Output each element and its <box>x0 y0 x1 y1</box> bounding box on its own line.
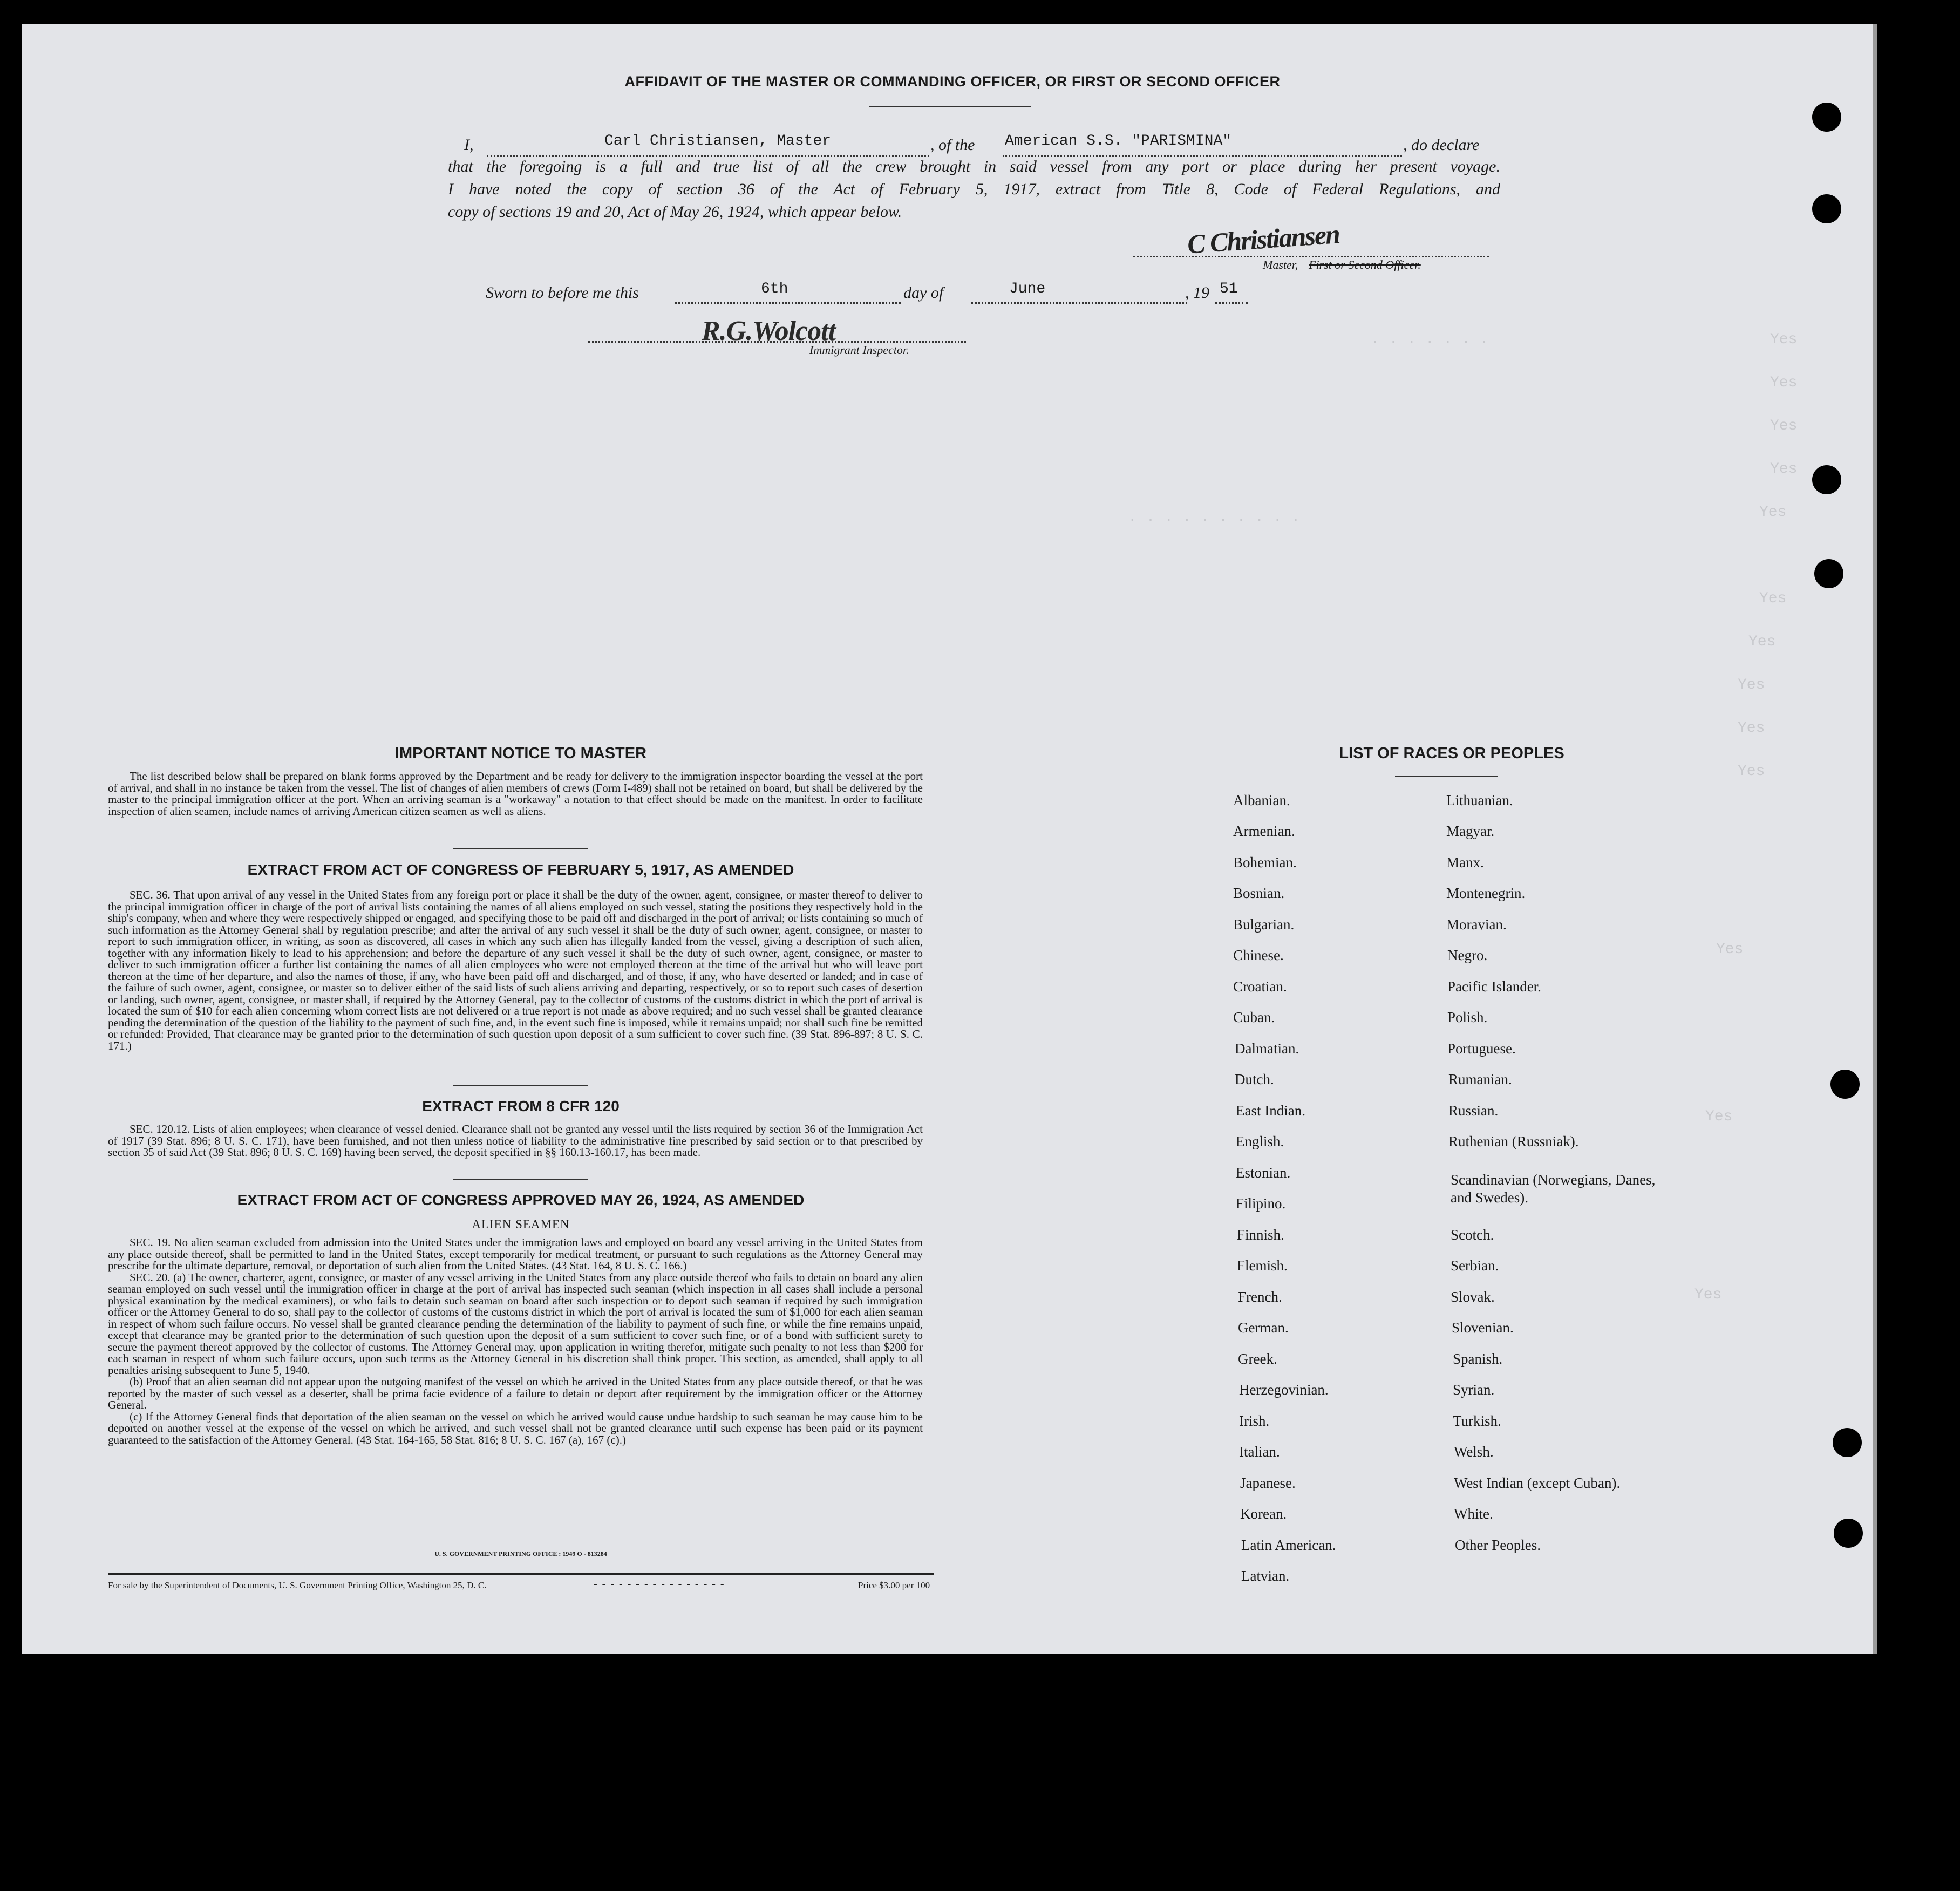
punch-hole <box>1812 194 1841 223</box>
race-item: Polish. <box>1447 1009 1488 1025</box>
race-item: Korean. <box>1240 1506 1287 1522</box>
race-item: Bosnian. <box>1233 885 1285 901</box>
punch-hole <box>1812 103 1841 132</box>
sec-20a-paragraph: SEC. 20. (a) The owner, charterer, agent, consignee, or master of any vessel arriving in the United States from any place outside thereof who fails to detain on board any alien seaman employed on such vessel until the immigration officer in charge at the port of arrival has inspected such seaman (which inspection in all cases shall include a personal physical examination by the medical examiners), or who fails to detain such seaman on board after such inspection or to deport such seaman if required by such immigration officer or the Attorney General to do so, shall pay to the collector of customs of the customs district in which the port of arrival is located the sum of $1,000 for each alien seaman in respect of whom such failure occurs. No vessel shall be granted clearance pending the determination of the liability to payment of such fine, or while the fine remains unpaid, except that clearance may be granted prior to the determination of such question upon the deposit of a sum sufficient to cover such fine, or of a bond with sufficient surety to secure the payment thereof approved by the collector of customs. The Attorney General may, upon application in writing therefor, mitigate such penalty to not less than $200 for each seaman in respect of whom such failure occurs, upon such terms as the Attorney General in his discretion shall think proper. This section, as amended, shall apply to all penalties arising subsequent to June 5, 1940. <box>108 1270 923 1377</box>
race-item: Moravian. <box>1446 916 1507 933</box>
alien-seamen-subtitle: ALIEN SEAMEN <box>472 1217 570 1231</box>
race-item: Serbian. <box>1451 1257 1499 1274</box>
race-item: Filipino. <box>1236 1195 1286 1212</box>
year-line <box>1215 302 1248 304</box>
master-caption: Master, <box>1263 258 1298 271</box>
race-item: Chinese. <box>1233 947 1284 963</box>
punch-hole <box>1812 465 1841 494</box>
extract-cfr-divider <box>453 1179 588 1180</box>
race-item: Latvian. <box>1241 1568 1290 1584</box>
affidavit-line-3: I have noted the copy of section 36 of the Act of February 5, 1917, extract from Title 8, Code of Federal Regulations, and <box>448 180 1500 198</box>
notice-text: The list described below shall be prepared on blank forms approved by the Department and be ready for delivery to the immigration inspector boarding the vessel at the port of arrival, and shall in no instance be taken from the vessel. The list of changes of alien members of crews (Form I-489) shall not be retained on board, but shall be delivered by the master to the principal immigration officer at the port. When an arriving seaman is a "workaway" a notation to that effect should be made on the manifest. In order to facilitate inspection of alien seamen, include names of arriving American citizen seamen as well as aliens. <box>108 770 923 818</box>
extract-1924-title: EXTRACT FROM ACT OF CONGRESS APPROVED MAY 26, 1924, AS AMENDED <box>237 1192 805 1208</box>
race-item: Finnish. <box>1237 1227 1284 1243</box>
race-item: Negro. <box>1447 947 1488 963</box>
punch-hole <box>1830 1070 1860 1099</box>
title-rule <box>869 106 1031 107</box>
race-item: Syrian. <box>1453 1382 1495 1398</box>
footer-sale-note: For sale by the Superintendent of Documents, U. S. Government Printing Office, Washington 25, D. C. <box>108 1580 487 1590</box>
sworn-label: Sworn to before me this <box>486 284 639 302</box>
race-item: West Indian (except Cuban). <box>1454 1475 1621 1491</box>
punch-hole <box>1814 559 1843 588</box>
race-item: Cuban. <box>1233 1009 1275 1025</box>
sec-20c-paragraph: (c) If the Attorney General finds that deportation of the alien seaman on the vessel on which he arrived would cause undue hardship to such seaman he may cause him to be deported on another vessel at the expense of the vessel on which he arrived, and such vessel shall not be granted clearance until such expense has been paid or its payment guaranteed to the satisfaction of the Attorney General. (43 Stat. 164-165, 58 Stat. 816; 8 U. S. C. 167 (a), 167 (c).) <box>108 1410 923 1446</box>
vessel-name-line <box>1003 155 1402 157</box>
extract-1917-text: SEC. 36. That upon arrival of any vessel in the United States from any foreign port or place it shall be the duty of the owner, agent, consignee, or master thereof to deliver to the principal immigration officer in charge of the port of arrival lists containing the names of all aliens employed on such vessel, stating the positions they respectively hold in the ship's company, when and where they were respectively shipped or engaged, and specifying those to be paid off and discharged in the port of arrival; or lists containing so much of such information as the Attorney General shall by regulation prescribe; and after the arrival of any such vessel it shall be the duty of such owner, agent, consignee, or master to report to such immigration officer, in writing, as soon as discovered, all cases in which any such alien has illegally landed from the vessel, giving a description of such alien, together with any information likely to lead to his apprehension; and before the departure of any such vessel it shall be the duty of such owner, agent, consignee, or master to deliver to such immigration officer a further list containing the names of all alien employees who were not employed thereon at the time of the arrival but who will leave port thereon at the time of her departure, and also the names of those, if any, who have been paid off and discharged, and of those, if any, who have deserted or landed; and in case of the failure of such owner, agent, consignee, or master so to deliver either of the said lists of such aliens arriving and departing, respectively, or so to report such cases of desertion or landing, such owner, agent, consignee, or master shall, if required by the Attorney General, pay to the collector of customs of the customs district in which the port of arrival is located the sum of $10 for each alien concerning whom correct lists are not delivered or a true report is not made as above required; and no such vessel shall be granted clearance pending the determination of the question of the liability to the payment of such fine, and, in the event such fine is imposed, while it remains unpaid; nor shall such fine be remitted or refunded: Provided, That clearance may be granted prior to the determination of such question upon deposit of a sum sufficient to cover such fine. (39 Stat. 896-897; 8 U. S. C. 171.) <box>108 888 923 1052</box>
extract-cfr-title: EXTRACT FROM 8 CFR 120 <box>422 1098 620 1114</box>
race-item: English. <box>1236 1133 1284 1149</box>
punch-hole <box>1833 1428 1862 1457</box>
race-item: Dutch. <box>1235 1071 1274 1087</box>
sec-20b-paragraph: (b) Proof that an alien seaman did not appear upon the outgoing manifest of the vessel on which he arrived in the United States from any place outside thereof, or that he was reported by the master of such vessel as a deserter, shall be prima facie evidence of a failure to detain or deport after requirement by the immigration officer or the Attorney General. <box>108 1375 923 1411</box>
race-item: Pacific Islander. <box>1447 978 1541 995</box>
extract-cfr-text: SEC. 120.12. Lists of alien employees; when clearance of vessel denied. Clearance shall not be granted any vessel until the lists required by section 36 of the Immigration Act of 1917 (39 Stat. 896; 8 U. S. C. 171), have been furnished, and not then unless notice of liability to the administrative fine prescribed by said section or to that prescribed by section 35 of said Act (39 Stat. 896; 8 U. S. C. 169) having been served, the deposit specified in §§ 160.13-160.17, has been made. <box>108 1123 923 1159</box>
race-item: Slovak. <box>1451 1289 1495 1305</box>
race-item: Scandinavian (Norwegians, Danes, and Swedes). <box>1451 1172 1656 1206</box>
master-name-field: Carl Christiansen, Master <box>604 133 832 149</box>
race-item: Scotch. <box>1451 1227 1494 1243</box>
race-item: Magyar. <box>1446 823 1495 839</box>
race-item: Manx. <box>1446 854 1484 870</box>
race-item: Welsh. <box>1454 1444 1494 1460</box>
race-item: Rumanian. <box>1448 1071 1512 1087</box>
race-item: Lithuanian. <box>1446 792 1513 808</box>
race-item: White. <box>1454 1506 1493 1522</box>
race-item: Armenian. <box>1233 823 1295 839</box>
extract-1917-title: EXTRACT FROM ACT OF CONGRESS OF FEBRUARY 5, 1917, AS AMENDED <box>247 861 794 878</box>
race-item: Japanese. <box>1240 1475 1296 1491</box>
gpo-imprint: U. S. GOVERNMENT PRINTING OFFICE : 1949 O - 813284 <box>434 1550 607 1557</box>
race-item: Herzegovinian. <box>1239 1382 1329 1398</box>
race-item: Slovenian. <box>1452 1319 1514 1336</box>
inspector-signature: R.G.Wolcott <box>702 316 836 346</box>
race-item: Flemish. <box>1237 1257 1288 1274</box>
footer-rule <box>108 1573 934 1575</box>
day-line <box>675 302 901 304</box>
footer-dashes: - - - - - - - - - - - - - - - - <box>594 1578 725 1590</box>
sec-19-paragraph: SEC. 19. No alien seaman excluded from admission into the United States under the immigration laws and employed on board any vessel arriving in the United States from any place outside thereof, shall be permitted to land in the United States, except temporarily for medical treatment, or pursuant to such regulations as the Attorney General may prescribe for the ultimate departure, removal, or deportation of such alien from the United States. (43 Stat. 164, 8 U. S. C. 166.) <box>108 1236 923 1272</box>
master-signature-line <box>1133 256 1489 257</box>
races-title-rule <box>1395 776 1498 777</box>
race-item: Other Peoples. <box>1455 1537 1541 1553</box>
struck-officer-caption: First or Second Officer. <box>1309 258 1421 271</box>
race-item: German. <box>1238 1319 1289 1336</box>
year-field: 51 <box>1220 281 1238 297</box>
race-item: Bohemian. <box>1233 854 1297 870</box>
inspector-caption: Immigrant Inspector. <box>809 343 909 357</box>
race-item: Italian. <box>1239 1444 1280 1460</box>
extract-1924-text <box>108 1237 923 1446</box>
master-signature: C Christiansen <box>1186 219 1340 260</box>
month-line <box>971 302 1187 304</box>
inspector-signature-line <box>588 341 966 343</box>
race-item: Albanian. <box>1233 792 1290 808</box>
master-name-line <box>487 155 929 157</box>
race-item: Dalmatian. <box>1235 1040 1299 1057</box>
race-item: Russian. <box>1448 1103 1499 1119</box>
notice-divider <box>453 848 588 849</box>
race-item: Estonian. <box>1236 1165 1291 1181</box>
page-edge-shadow <box>1873 24 1877 1654</box>
year-prefix: , 19 <box>1185 284 1209 302</box>
race-item: French. <box>1238 1289 1282 1305</box>
footer-price: Price $3.00 per 100 <box>858 1580 930 1590</box>
race-item: Bulgarian. <box>1233 916 1295 933</box>
notice-title: IMPORTANT NOTICE TO MASTER <box>394 745 647 762</box>
document-page: Yes Yes Yes Yes Yes Yes Yes Yes Yes Yes Yes Yes Yes . . . . . . . . . . . . . . . . . AFFIDAVIT OF THE MASTER OR COMMANDING OFFICER, OR FIRST OR SECOND OFFICER I, Carl Christiansen, Master , of the American S.S. "PARISMINA" , do declare that the foregoing is a full and true list of all the crew brought in said vessel from any port or place during her present voyage. I have noted the copy of section 36 of the Act of February 5, 1917, extract from Title 8, Code of Federal Regulations, and copy of sections 19 and 20, Act of May 26, 1924, which appear below. C Christiansen Master, First or Second Officer. Sworn to before me this 6th day of June , 19 51 R.G.Wolcott Immigrant Inspector. IMPORTANT NOTICE TO MASTER The list described below shall be prepared on blank forms approved by the Department and be ready for delivery to the immigration inspector boarding the vessel at the port of arrival, and shall in no instance be taken from the vessel. The list of changes of alien members of crews (Form I-489) shall not be retained on board, but shall be delivered by the master to the principal immigration officer at the port. When an arriving seaman is a "workaway" a notation to that effect should be made on the manifest. In order to facilitate inspection of alien seamen, include names of arriving American citizen seamen as well as aliens. EXTRACT FROM ACT OF CONGRESS OF FEBRUARY 5, 1917, AS AMENDED SEC. 36. That upon arrival of any vessel in the United States from any foreign port or place it shall be the duty of the owner, agent, consignee, or master thereof to deliver to the principal immigration officer in charge of the port of arrival lists containing the names of all aliens employed on such vessel, stating the positions they respectively hold in the ship's company, when and where they were respectively shipped or engaged, and specifying those to be paid off and discharged in the port of arrival; or lists containing so much of such information as the Attorney General shall by regulation prescribe; and after the arrival of any such vessel it shall be the duty of such owner, agent, consignee, or master to report to such immigration officer, in writing, as soon as discovered, all cases in which any such alien has illegally landed from the vessel, giving a description of such alien, together with any information likely to lead to his apprehension; and before the departure of any such vessel it shall be the duty of such owner, agent, consignee, or master to deliver to such immigration officer a further list containing the names of all alien employees who were not employed thereon at the time of the arrival but who will leave port thereon at the time of her departure, and also the names of those, if any, who have been paid off and discharged, and of those, if any, who have deserted or landed; and in case of the failure of such owner, agent, consignee, or master so to deliver either of the said lists of such aliens arriving and departing, respectively, or so to report such cases of desertion or landing, such owner, agent, consignee, or master shall, if required by the Attorney General, pay to the collector of customs of the customs district in which the port of arrival is located the sum of $10 for each alien concerning whom correct lists are not delivered or a true report is not made as above required; and no such vessel shall be granted clearance pending the determination of the question of the liability to the payment of such fine, and, in the event such fine is imposed, while it remains unpaid; nor shall such fine be remitted or refunded: Provided, That clearance may be granted prior to the determination of such question upon deposit of a sum sufficient to cover such fine. (39 Stat. 896-897; 8 U. S. C. 171.) EXTRACT FROM 8 CFR 120 SEC. 120.12. Lists of alien employees; when clearance of vessel denied. Clearance shall not be granted any vessel until the lists required by section 36 of the Immigration Act of 1917 (39 Stat. 896; 8 U. S. C. 171), have been furnished, and not then unless notice of liability to the administrative fine prescribed by said section or to that prescribed by section 35 of said Act (39 Stat. 896; 8 U. S. C. 169) having been served, the deposit specified in §§ 160.13-160.17, has been made. EXTRACT FROM ACT OF CONGRESS APPROVED MAY 26, 1924, AS AMENDED ALIEN SEAMEN SEC. 19. No alien seaman excluded from admission into the United States under the immigration laws and employed on board any vessel arriving in the United States from any place outside thereof, shall be permitted to land in the United States, except temporarily for medical treatment, or pursuant to such regulations as the Attorney General may prescribe for the ultimate departure, removal, or deportation of such alien from the United States. (43 Stat. 164, 8 U. S. C. 166.) SEC. 20. (a) The owner, charterer, agent, consignee, or master of any vessel arriving in the United States from any place outside thereof who fails to detain on board any alien seaman employed on such vessel until the immigration officer in charge at the port of arrival has inspected such seaman (which inspection in all cases shall include a personal physical examination by the medical examiners), or who fails to detain such seaman on board after such inspection or to deport such seaman if required by such immigration officer or the Attorney General to do so, shall pay to the collector of customs of the customs district in which the port of arrival is located the sum of $1,000 for each alien seaman in respect of whom such failure occurs. No vessel shall be granted clearance pending the determination of the liability to payment of such fine, or while the fine remains unpaid, except that clearance may be granted prior to the determination of such question upon the deposit of a sum sufficient to cover such fine, or of a bond with sufficient surety to secure the payment thereof approved by the collector of customs. The Attorney General may, upon application in writing therefor, mitigate such penalty to not less than $200 for each seaman in respect of whom such failure occurs, upon such terms as the Attorney General in his discretion shall think proper. This section, as amended, shall apply to all penalties arising subsequent to June 5, 1940. (b) Proof that an alien seaman did not appear upon the outgoing manifest of the vessel on which he arrived in the United States from any place outside thereof, or that he was reported by the master of such vessel as a deserter, shall be prima facie evidence of a failure to detain or deport after requirement by the immigration officer or the Attorney General. (c) If the Attorney General finds that deportation of the alien seaman on the vessel on which he arrived would cause undue hardship to such seaman he may cause him to be deported on another vessel at the expense of the vessel on which he arrived, and such vessel shall not be granted clearance until such expense has been paid or its payment guaranteed to the satisfaction of the Attorney General. (43 Stat. 164-165, 58 Stat. 816; 8 U. S. C. 167 (a), 167 (c).) U. S. GOVERNMENT PRINTING OFFICE : 1949 O - 813284 For sale by the Superintendent of Documents, U. S. Government Printing Office, Washington 25, D. C. - - - - - - - - - - - - - - - - Price $3.00 per 100 LIST OF RACES OR PEOPLES Albanian. Armenian. Bohemian. Bosnian. Bulgarian. Chinese. Croatian. Cuban. Dalmatian. Dutch. East Indian. English. Estonian. Filipino. Finnish. Flemish. French. German. Greek. Herzegovinian. Irish. Italian. Japanese. Korean. Latin American. Latvian. Lithuanian. Magyar. Manx. Montenegrin. Moravian. Negro. Pacific Islander. Polish. Portuguese. Rumanian. Russian. Ruthenian (Russniak). Scandinavian (Norwegians, Danes, and Swedes). Scotch. Serbian. Slovak. Slovenian. Spanish. Syrian. Turkish. Welsh. West Indian (except Cuban). White. Other Peoples. <box>22 24 1873 1654</box>
race-item: Croatian. <box>1233 978 1287 995</box>
affidavit-line-2: that the foregoing is a full and true list of all the crew brought in said vessel from any port or place during her present voyage. <box>448 158 1500 175</box>
race-item: Greek. <box>1238 1351 1277 1367</box>
affidavit-i: I, <box>464 136 474 154</box>
affidavit-title: AFFIDAVIT OF THE MASTER OR COMMANDING OFFICER, OR FIRST OR SECOND OFFICER <box>624 73 1281 90</box>
race-item: Spanish. <box>1453 1351 1503 1367</box>
race-item: Latin American. <box>1241 1537 1336 1553</box>
races-title: LIST OF RACES OR PEOPLES <box>1339 745 1564 762</box>
race-item: Montenegrin. <box>1446 885 1526 901</box>
of-the-label: , of the <box>930 136 975 154</box>
day-field: 6th <box>761 281 788 297</box>
do-declare-label: , do declare <box>1403 136 1480 154</box>
race-item: East Indian. <box>1236 1103 1305 1119</box>
race-item: Ruthenian (Russniak). <box>1448 1133 1579 1149</box>
race-item: Portuguese. <box>1447 1040 1516 1057</box>
extract-1917-divider <box>453 1085 588 1086</box>
vessel-name-field: American S.S. "PARISMINA" <box>1005 133 1232 149</box>
affidavit-line-4: copy of sections 19 and 20, Act of May 26, 1924, which appear below. <box>448 203 902 221</box>
race-item: Irish. <box>1239 1413 1270 1429</box>
race-item: Turkish. <box>1453 1413 1501 1429</box>
day-of-label: day of <box>903 284 944 302</box>
month-field: June <box>1009 281 1046 297</box>
punch-hole <box>1834 1519 1863 1548</box>
